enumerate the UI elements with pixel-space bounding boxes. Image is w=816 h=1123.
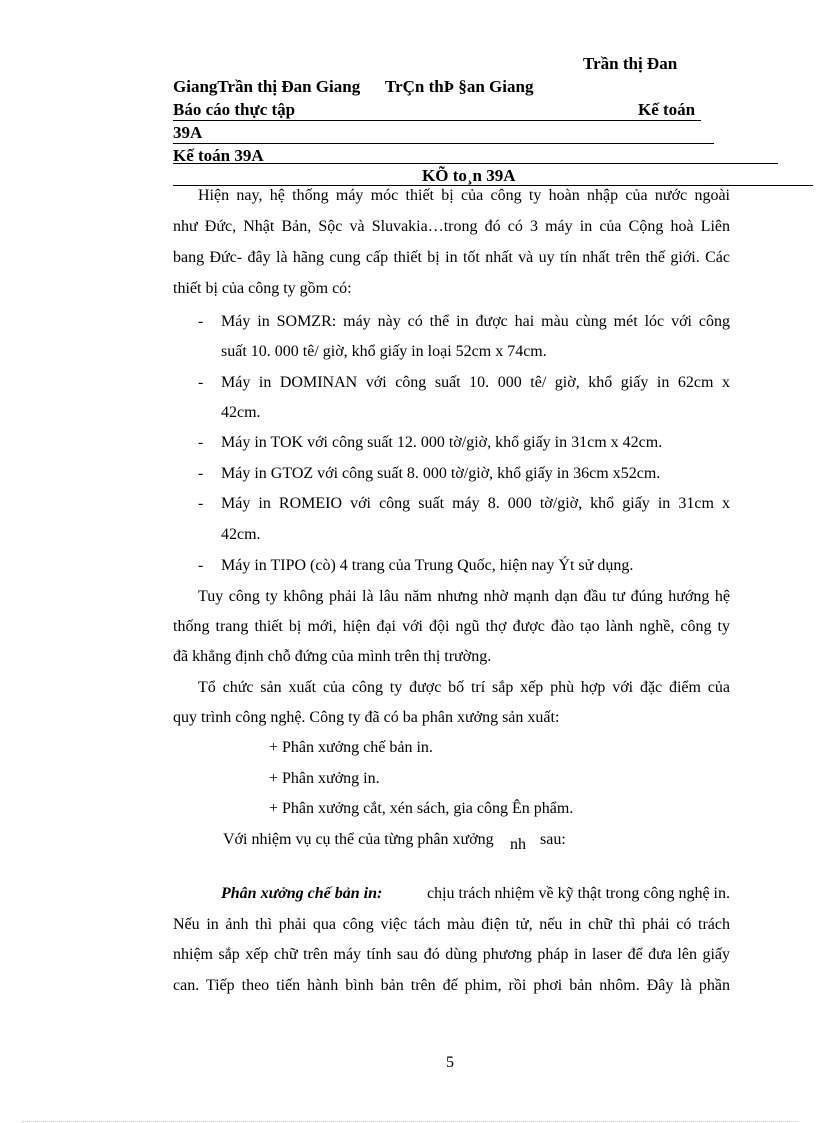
header-line-2b: TrÇn thÞ §an Giang bbox=[385, 77, 534, 96]
header-line-1: Trần thị Đan bbox=[583, 54, 678, 73]
bullet-dash: - bbox=[198, 374, 204, 391]
p3-line-1: Tổ chức sản xuất của công ty được bố trí sắp xếp phù hợp với đặc điểm của bbox=[198, 679, 730, 696]
header-line-2a: GiangTrần thị Đan Giang bbox=[173, 77, 361, 96]
list-item-cont: 42cm. bbox=[221, 526, 261, 543]
list-item-cont: suất 10. 000 tê/ giờ, khổ giấy in loại 52cm x 74cm. bbox=[221, 343, 547, 360]
p1-line-3: bang Đức- đây là hãng cung cấp thiết bị in tốt nhất và uy tín nhất trên thế giới. Các bbox=[173, 249, 730, 266]
p3-line-2: quy trình công nghệ. Công ty đã có ba phân xưởng sản xuất: bbox=[173, 709, 560, 726]
list-item: Máy in TOK với công suất 12. 000 tờ/giờ, khổ giấy in 31cm x 42cm. bbox=[221, 434, 663, 451]
workshop-item: + Phân xưởng cắt, xén sách, gia công Ên phẩm. bbox=[269, 800, 574, 817]
p2-line-1: Tuy công ty không phải là lâu năm nhưng nhờ mạnh dạn đầu tư đúng hướng hệ bbox=[198, 588, 730, 605]
p5-heading: Phân xưởng chế bản in: bbox=[221, 885, 383, 902]
p4-nh: nh bbox=[510, 836, 526, 853]
page-number: 5 bbox=[446, 1054, 454, 1071]
p2-line-3: đã khẳng định chỗ đứng của mình trên thị trường. bbox=[173, 648, 492, 665]
bullet-dash: - bbox=[198, 313, 204, 330]
report-dept: Kế toán bbox=[638, 100, 696, 119]
header-line-6: KÕ to¸n 39A bbox=[422, 166, 516, 185]
list-item: Máy in SOMZR: máy này có thể in được hai màu cùng mét lóc với công bbox=[221, 313, 730, 330]
bullet-dash: - bbox=[198, 434, 204, 451]
bullet-dash: - bbox=[198, 495, 204, 512]
report-title: Báo cáo thực tập bbox=[173, 100, 296, 119]
list-item: Máy in DOMINAN với công suất 10. 000 tê/ giờ, khổ giấy in 62cm x bbox=[221, 374, 730, 391]
p2-line-2: thống trang thiết bị mới, hiện đại với đội ngũ thợ được đào tạo lành nghề, công ty bbox=[173, 618, 730, 635]
list-item: Máy in GTOZ với công suất 8. 000 tờ/giờ, khổ giấy in 36cm x52cm. bbox=[221, 465, 661, 482]
p4-text: Với nhiệm vụ cụ thể của từng phân xưởng bbox=[223, 831, 494, 848]
list-item: Máy in TIPO (cò) 4 trang của Trung Quốc, hiện nay Ýt sử dụng. bbox=[221, 557, 634, 574]
header-rule-1 bbox=[173, 120, 701, 121]
page-bottom-rule bbox=[22, 1121, 798, 1122]
header-line-5: Kế toán 39A bbox=[173, 146, 264, 165]
p1-line-4: thiết bị của công ty gồm có: bbox=[173, 280, 352, 297]
bullet-dash: - bbox=[198, 557, 204, 574]
bullet-dash: - bbox=[198, 465, 204, 482]
p5-line-3: nhiệm sắp xếp chữ trên máy tính sau đó dùng phương pháp in laser để đưa lên giấy bbox=[173, 946, 730, 963]
header-rule-4 bbox=[173, 185, 813, 186]
p5-line-1 bbox=[221, 885, 730, 903]
p1-line-1: Hiện nay, hệ thống máy móc thiết bị của công ty hoàn nhập của nước ngoài bbox=[198, 187, 730, 204]
p5-first-text: chịu trách nhiệm về kỹ thật trong công nghệ in. bbox=[422, 885, 730, 902]
p5-line-2: Nếu in ảnh thì phải qua công việc tách màu điện tử, nếu in chữ thì phải có trách bbox=[173, 916, 730, 933]
workshop-item: + Phân xưởng in. bbox=[269, 770, 380, 787]
list-item: Máy in ROMEIO với công suất máy 8. 000 tờ/giờ, khổ giấy in 31cm x bbox=[221, 495, 730, 512]
p1-line-2: như Đức, Nhật Bản, Sộc và Sluvakia…trong đó có 3 máy in của Cộng hoà Liên bbox=[173, 218, 730, 235]
p5-line-4: can. Tiếp theo tiến hành bình bản trên đế phim, rồi phơi bản nhôm. Đây là phần bbox=[173, 977, 730, 994]
header-rule-3 bbox=[173, 163, 778, 164]
p4-sau: sau: bbox=[540, 831, 566, 848]
list-item-cont: 42cm. bbox=[221, 404, 261, 421]
workshop-item: + Phân xưởng chế bản in. bbox=[269, 739, 433, 756]
header-rule-2 bbox=[173, 143, 714, 144]
header-line-4: 39A bbox=[173, 123, 203, 142]
